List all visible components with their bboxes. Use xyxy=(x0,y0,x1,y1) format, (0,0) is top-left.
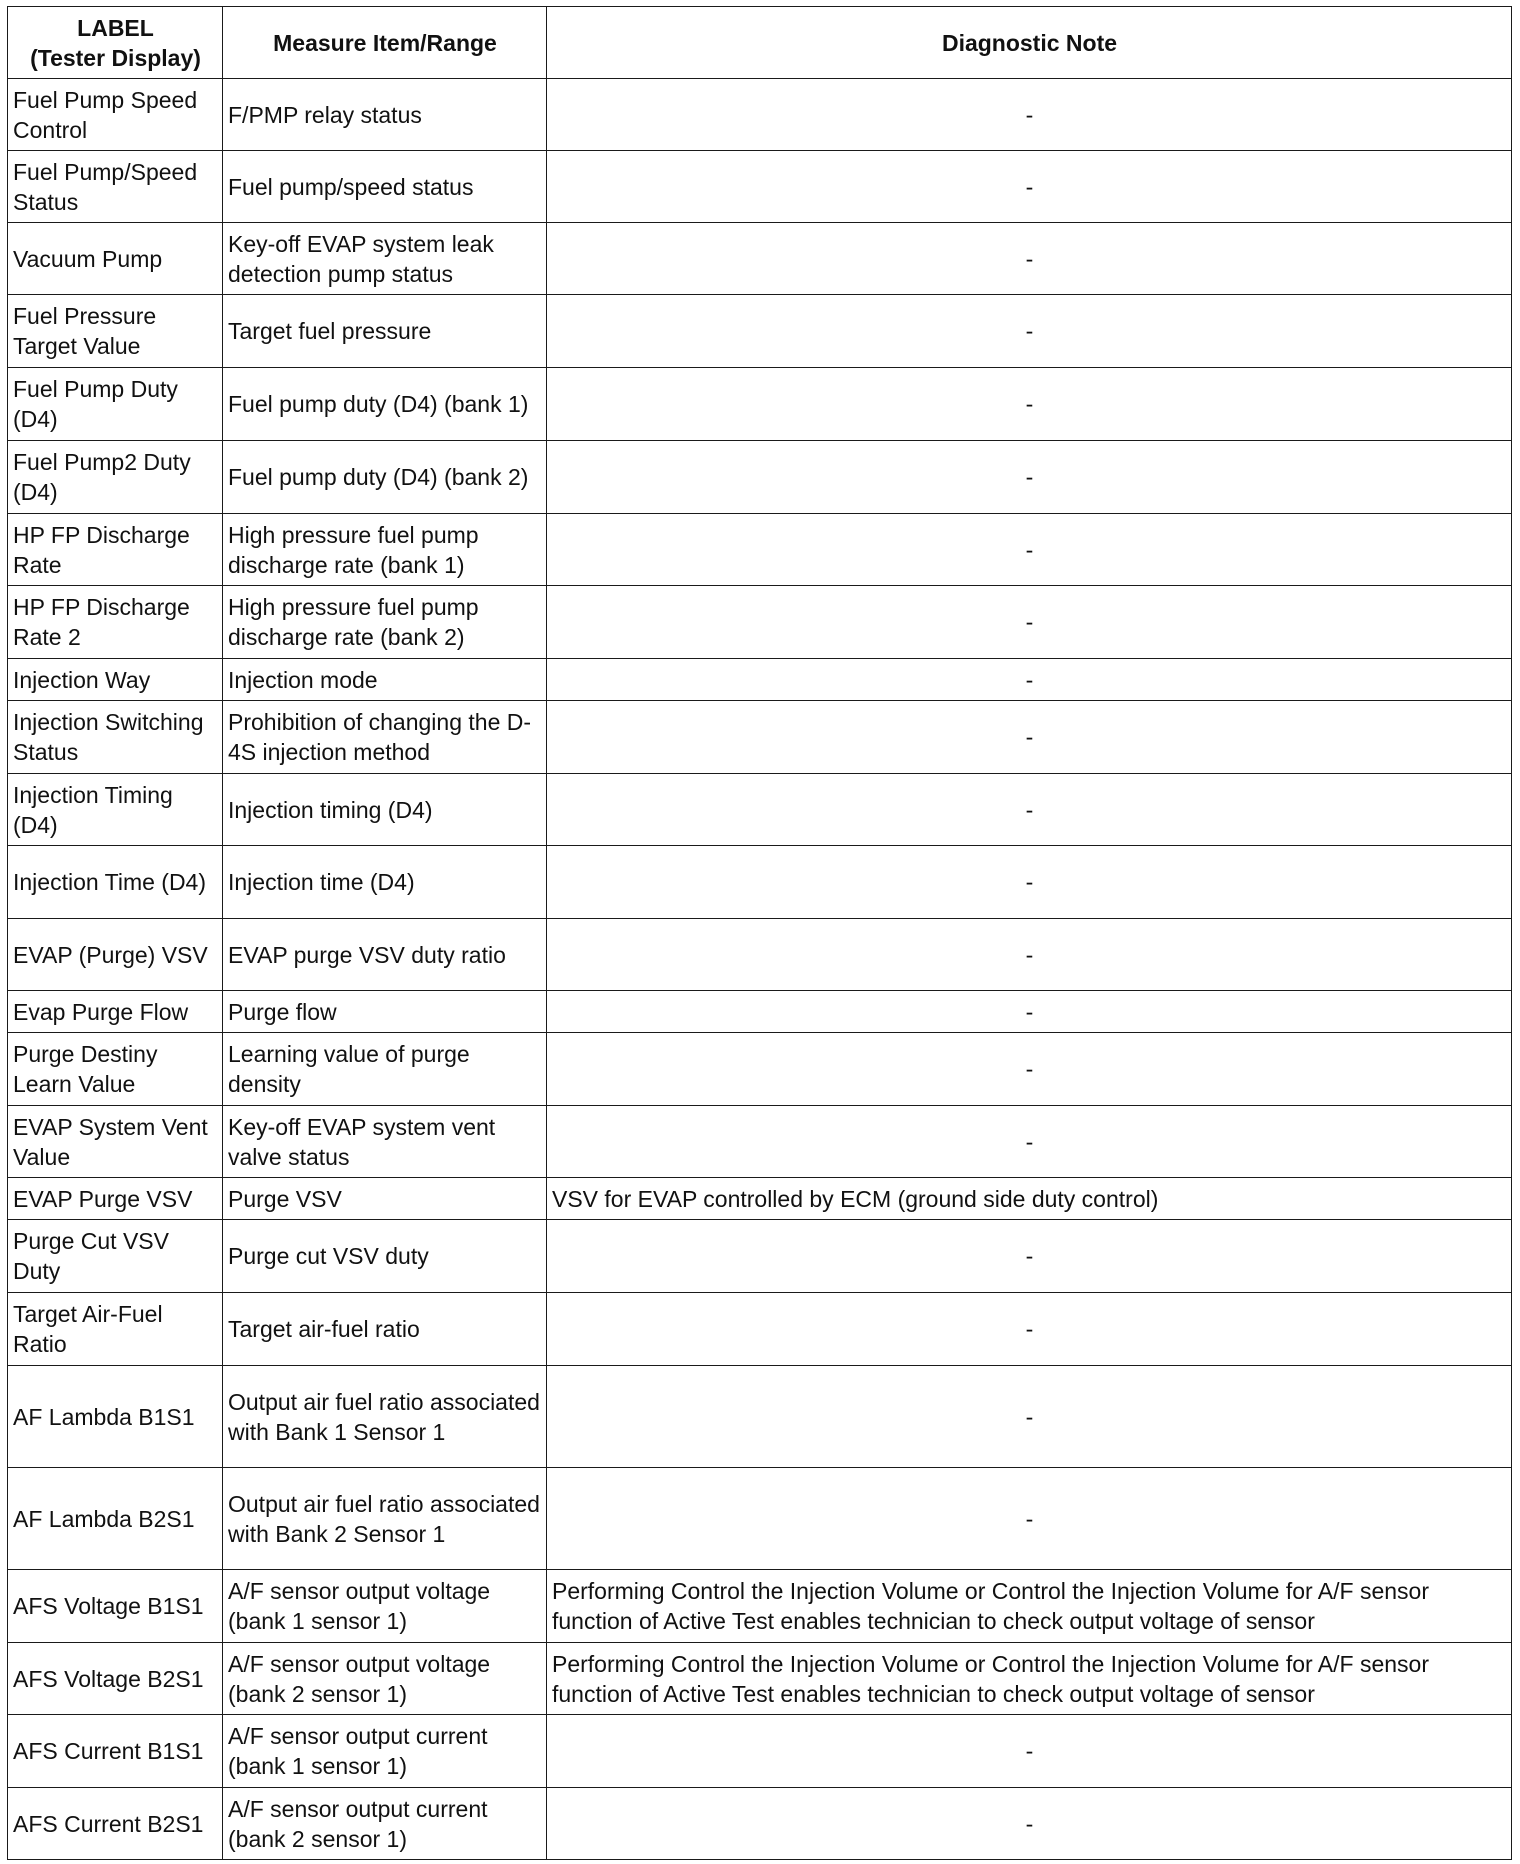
row-label: AF Lambda B2S1 xyxy=(8,1468,223,1570)
row-note: - xyxy=(547,79,1512,151)
row-note: - xyxy=(547,223,1512,295)
table-row xyxy=(8,919,1512,991)
table-row xyxy=(8,151,1512,223)
table-row xyxy=(8,846,1512,919)
row-note: - xyxy=(547,1468,1512,1570)
row-note: - xyxy=(547,586,1512,659)
row-note: - xyxy=(547,1715,1512,1788)
table-row xyxy=(8,991,1512,1033)
header-label xyxy=(8,7,223,79)
row-measure: Fuel pump duty (D4) (bank 2) xyxy=(223,441,547,514)
row-label: AFS Current B2S1 xyxy=(8,1788,223,1860)
row-label: HP FP Discharge Rate xyxy=(8,514,223,586)
row-measure: A/F sensor output current (bank 1 sensor 1) xyxy=(223,1715,547,1788)
row-label: Vacuum Pump xyxy=(8,223,223,295)
table-body xyxy=(8,79,1512,1860)
header-label-line1: LABEL xyxy=(77,14,154,41)
row-note: - xyxy=(547,514,1512,586)
row-label: Injection Timing (D4) xyxy=(8,774,223,846)
row-label: AFS Current B1S1 xyxy=(8,1715,223,1788)
table-row xyxy=(8,1715,1512,1788)
row-note: Performing Control the Injection Volume or Control the Injection Volume for A/F sensor function of Active Test enables technician to check output voltage of sensor xyxy=(547,1643,1512,1715)
row-measure: Prohibition of changing the D-4S injection method xyxy=(223,701,547,774)
row-measure: Target fuel pressure xyxy=(223,295,547,368)
row-measure: Injection time (D4) xyxy=(223,846,547,919)
row-label: Injection Switching Status xyxy=(8,701,223,774)
table-row xyxy=(8,368,1512,441)
table-row xyxy=(8,79,1512,151)
row-note: - xyxy=(547,1106,1512,1178)
table-row xyxy=(8,586,1512,659)
row-measure: A/F sensor output voltage (bank 1 sensor 1) xyxy=(223,1570,547,1643)
row-label: Fuel Pressure Target Value xyxy=(8,295,223,368)
row-note: - xyxy=(547,441,1512,514)
row-measure: Purge cut VSV duty xyxy=(223,1220,547,1293)
row-note: - xyxy=(547,919,1512,991)
row-measure: Output air fuel ratio associated with Bank 2 Sensor 1 xyxy=(223,1468,547,1570)
row-note: - xyxy=(547,1788,1512,1860)
row-note: - xyxy=(547,1293,1512,1366)
row-label: Injection Way xyxy=(8,659,223,701)
row-label: Fuel Pump2 Duty (D4) xyxy=(8,441,223,514)
table-row xyxy=(8,1178,1512,1220)
row-measure: EVAP purge VSV duty ratio xyxy=(223,919,547,991)
row-note: - xyxy=(547,151,1512,223)
header-measure: Measure Item/Range xyxy=(223,7,547,79)
header-note: Diagnostic Note xyxy=(547,7,1512,79)
row-note: VSV for EVAP controlled by ECM (ground side duty control) xyxy=(547,1178,1512,1220)
row-measure: A/F sensor output voltage (bank 2 sensor 1) xyxy=(223,1643,547,1715)
row-measure: High pressure fuel pump discharge rate (bank 2) xyxy=(223,586,547,659)
row-measure: F/PMP relay status xyxy=(223,79,547,151)
table-row xyxy=(8,1106,1512,1178)
row-label: HP FP Discharge Rate 2 xyxy=(8,586,223,659)
row-label: Purge Destiny Learn Value xyxy=(8,1033,223,1106)
row-label: Target Air-Fuel Ratio xyxy=(8,1293,223,1366)
table-row xyxy=(8,295,1512,368)
row-measure: High pressure fuel pump discharge rate (bank 1) xyxy=(223,514,547,586)
row-note: - xyxy=(547,295,1512,368)
row-label: EVAP System Vent Value xyxy=(8,1106,223,1178)
table-container xyxy=(7,6,1512,1860)
row-measure: Fuel pump/speed status xyxy=(223,151,547,223)
table-row xyxy=(8,701,1512,774)
row-note: - xyxy=(547,659,1512,701)
header-row xyxy=(8,7,1512,79)
row-measure: Learning value of purge density xyxy=(223,1033,547,1106)
table-row xyxy=(8,1468,1512,1570)
table-row xyxy=(8,223,1512,295)
row-measure: Output air fuel ratio associated with Bank 1 Sensor 1 xyxy=(223,1366,547,1468)
table-row xyxy=(8,659,1512,701)
tester-display-table xyxy=(7,6,1512,1860)
table-row xyxy=(8,1643,1512,1715)
row-label: Evap Purge Flow xyxy=(8,991,223,1033)
row-note: - xyxy=(547,991,1512,1033)
row-label: AFS Voltage B1S1 xyxy=(8,1570,223,1643)
table-row xyxy=(8,1366,1512,1468)
table-row xyxy=(8,1293,1512,1366)
row-note: - xyxy=(547,701,1512,774)
table-row xyxy=(8,441,1512,514)
table-row xyxy=(8,1570,1512,1643)
header-label-line2: (Tester Display) xyxy=(30,44,201,71)
row-label: Purge Cut VSV Duty xyxy=(8,1220,223,1293)
row-note: Performing Control the Injection Volume or Control the Injection Volume for A/F sensor function of Active Test enables technician to check output voltage of sensor xyxy=(547,1570,1512,1643)
row-note: - xyxy=(547,1220,1512,1293)
row-measure: Fuel pump duty (D4) (bank 1) xyxy=(223,368,547,441)
row-label: Fuel Pump/Speed Status xyxy=(8,151,223,223)
row-label: Fuel Pump Speed Control xyxy=(8,79,223,151)
table-row xyxy=(8,774,1512,846)
table-row xyxy=(8,1788,1512,1860)
row-measure: Target air-fuel ratio xyxy=(223,1293,547,1366)
row-label: AFS Voltage B2S1 xyxy=(8,1643,223,1715)
row-measure: Key-off EVAP system vent valve status xyxy=(223,1106,547,1178)
row-label: EVAP Purge VSV xyxy=(8,1178,223,1220)
row-note: - xyxy=(547,1366,1512,1468)
row-label: Injection Time (D4) xyxy=(8,846,223,919)
table-row xyxy=(8,1220,1512,1293)
row-label: AF Lambda B1S1 xyxy=(8,1366,223,1468)
row-measure: A/F sensor output current (bank 2 sensor 1) xyxy=(223,1788,547,1860)
row-measure: Purge flow xyxy=(223,991,547,1033)
row-label: EVAP (Purge) VSV xyxy=(8,919,223,991)
row-note: - xyxy=(547,774,1512,846)
row-measure: Purge VSV xyxy=(223,1178,547,1220)
table-row xyxy=(8,1033,1512,1106)
row-measure: Injection timing (D4) xyxy=(223,774,547,846)
row-measure: Key-off EVAP system leak detection pump status xyxy=(223,223,547,295)
row-label: Fuel Pump Duty (D4) xyxy=(8,368,223,441)
row-note: - xyxy=(547,1033,1512,1106)
row-measure: Injection mode xyxy=(223,659,547,701)
row-note: - xyxy=(547,368,1512,441)
row-note: - xyxy=(547,846,1512,919)
table-row xyxy=(8,514,1512,586)
